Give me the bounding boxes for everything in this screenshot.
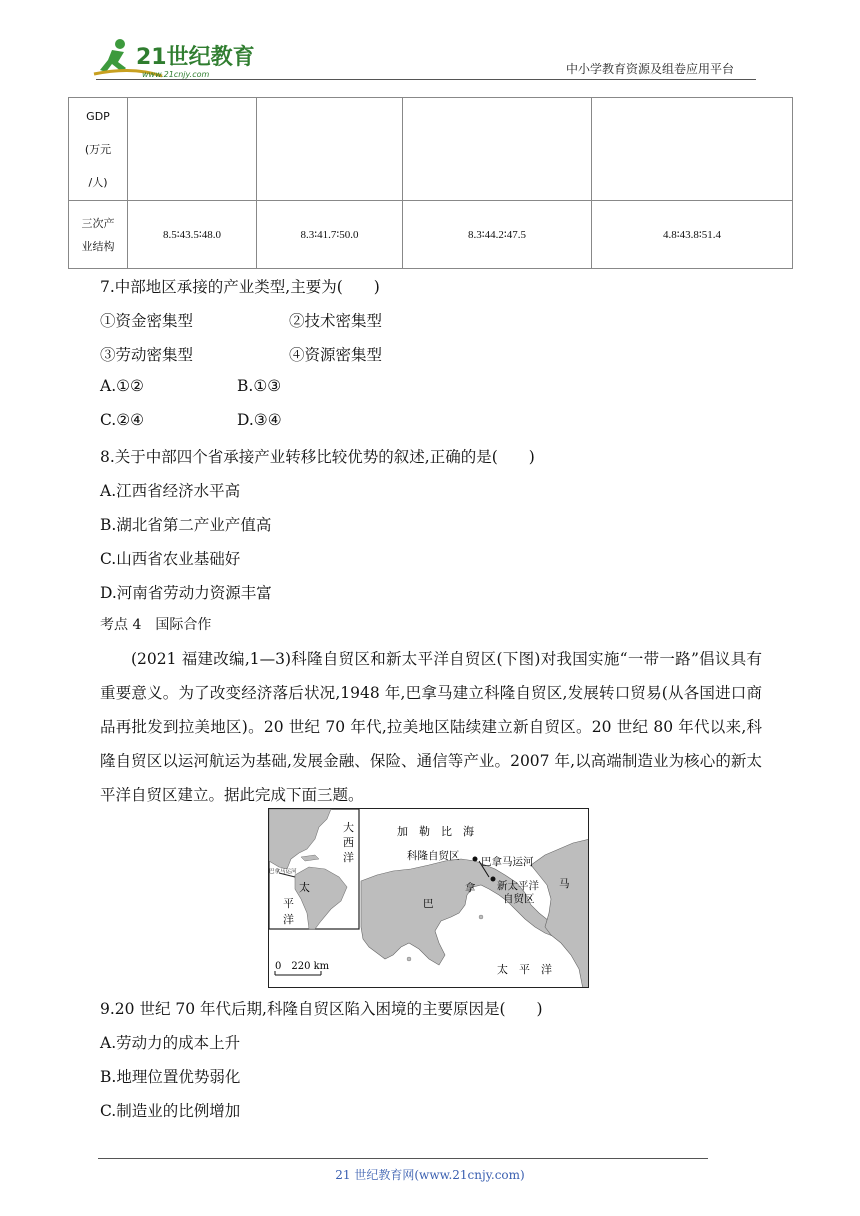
newpacific-point [491, 877, 496, 882]
q7-item: ③劳动密集型 [100, 346, 194, 364]
inset-atlantic-label: 洋 [343, 851, 354, 864]
inset-atlantic-label: 大 [343, 821, 354, 834]
colon-point [473, 857, 478, 862]
inset-pacific-label: 洋 [283, 913, 294, 926]
q8-option-d: D.河南省劳动力资源丰富 [100, 584, 272, 602]
inset-pacific-label: 平 [283, 897, 294, 910]
panama-label: 马 [559, 878, 570, 890]
q7-item: ①资金密集型 [100, 312, 194, 330]
q8-option-c: C.山西省农业基础好 [100, 550, 241, 568]
caribbean-label: 加 勒 比 海 [397, 825, 474, 838]
table-cell: 8.3∶41.7∶50.0 [257, 201, 403, 269]
panama-label: 拿 [465, 882, 476, 894]
structure-label-line: 业结构 [81, 239, 115, 253]
pacific-label: 太 平 洋 [497, 963, 552, 976]
q7-item: ②技术密集型 [289, 312, 383, 330]
panama-land [361, 859, 569, 965]
table-row-structure [69, 201, 793, 269]
runner-logo-icon [92, 36, 262, 80]
gdp-label-line: (万元 [84, 142, 112, 156]
footer-text[interactable]: 21 世纪教育网(www.21cnjy.com) [335, 1168, 525, 1182]
q7-option-d: D.③④ [237, 411, 282, 429]
q8-stem: 8.关于中部四个省承接产业转移比较优势的叙述,正确的是( ) [100, 448, 535, 466]
table-cell: 8.3∶44.2∶47.5 [403, 201, 592, 269]
panama-map [268, 808, 589, 988]
header-divider [96, 79, 756, 80]
q9-option-c: C.制造业的比例增加 [100, 1102, 241, 1120]
scale-label: 0 220 km [275, 961, 330, 972]
colon-label: 科隆自贸区 [407, 850, 460, 862]
gdp-label-line: /人) [88, 175, 108, 189]
gdp-label [69, 98, 128, 201]
table-cell [128, 98, 257, 201]
structure-label-line: 三次产 [81, 216, 115, 230]
q7-item: ④资源密集型 [289, 346, 383, 364]
map-figure [269, 809, 589, 988]
passage: (2021 福建改编,1—3)科隆自贸区和新太平洋自贸区(下图)对我国实施“一带一路”倡议具有重要意义。为了改变经济落后状况,1948 年,巴拿马建立科隆自贸区,发展转口贸易(从各国进口商品再批发到拉美地区)。20 世纪 70 年代,拉美地区陆续建立新自贸区。20 世纪 80 年代以来,科隆自贸区以运河航运为基础,发展金融、保险、通信等产业。2007 年,以高端制造业为核心的新太平洋自贸区建立。据此完成下面三题。 [100, 650, 762, 804]
table-cell [592, 98, 793, 201]
q9-option-a: A.劳动力的成本上升 [100, 1034, 241, 1052]
section-heading: 考点 4 国际合作 [100, 617, 212, 633]
q9-option-b: B.地理位置优势弱化 [100, 1068, 241, 1086]
site-logo [92, 36, 262, 80]
q7-option-b: B.①③ [237, 377, 282, 395]
table-cell: 8.5∶43.5∶48.0 [128, 201, 257, 269]
q7-option-a: A.①② [100, 377, 144, 395]
newpacific-label: 自贸区 [503, 893, 535, 905]
q7-stem: 7.中部地区承接的产业类型,主要为( ) [100, 278, 380, 296]
table-cell [257, 98, 403, 201]
platform-name: 中小学教育资源及组卷应用平台 [566, 62, 735, 76]
table-cell [403, 98, 592, 201]
island [479, 915, 483, 919]
q9-stem: 9.20 世纪 70 年代后期,科隆自贸区陷入困境的主要原因是( ) [100, 1000, 543, 1018]
table-row-gdp [69, 98, 793, 201]
inset-atlantic-label: 西 [343, 836, 354, 849]
panama-label: 巴 [423, 898, 434, 910]
structure-label [69, 201, 128, 269]
logo-url: www.21cnjy.com [142, 70, 210, 79]
island [407, 957, 411, 961]
logo-text: 21世纪教育 [136, 45, 255, 70]
table-cell: 4.8∶43.8∶51.4 [592, 201, 793, 269]
q8-option-b: B.湖北省第二产业产值高 [100, 516, 272, 534]
q7-option-c: C.②④ [100, 411, 145, 429]
data-table [68, 97, 793, 269]
inset-pacific-label: 太 [299, 881, 310, 894]
footer-divider [98, 1158, 708, 1159]
q8-option-a: A.江西省经济水平高 [100, 482, 241, 500]
gdp-label-line: GDP [86, 109, 110, 123]
newpacific-label: 新太平洋 [497, 880, 539, 892]
canal-label: 巴拿马运河 [481, 856, 534, 868]
inset-canal-label: 巴拿马运河 [269, 869, 297, 875]
